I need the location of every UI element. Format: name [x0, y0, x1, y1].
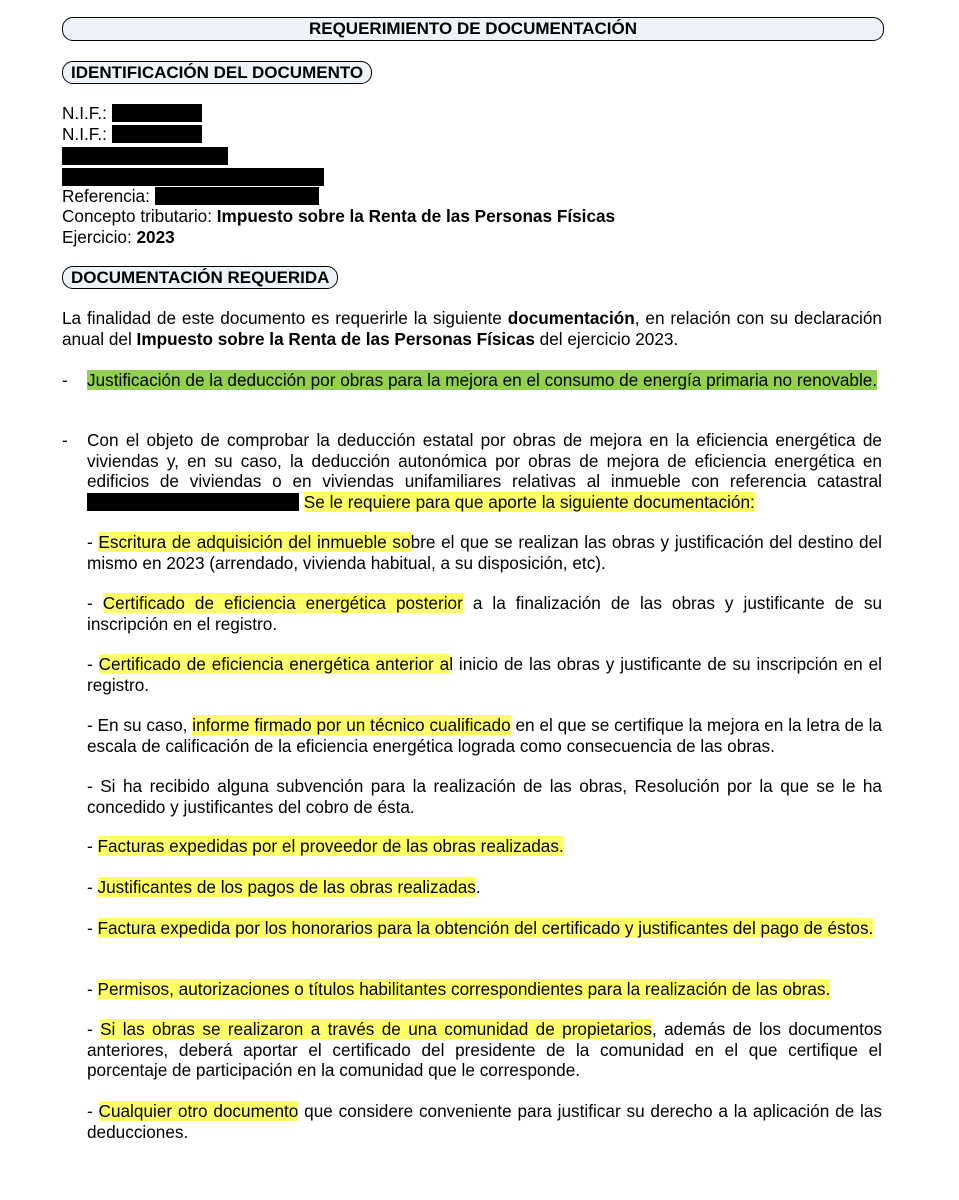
redaction-block — [62, 168, 324, 186]
section-title-identificacion: IDENTIFICACIÓN DEL DOCUMENTO — [62, 61, 372, 84]
redaction-block — [155, 187, 319, 205]
intro-bold-1: documentación — [507, 308, 635, 328]
item-text: a la finalización de las obras y justificante de su inscripción en el registro. — [87, 593, 883, 634]
green-highlight-text: Justificación de la deducción por obras para la mejora en el consumo de energía primaria no renovable. — [87, 370, 878, 390]
list-item — [87, 1019, 882, 1081]
referencia-label: Referencia: — [62, 186, 150, 206]
list-item — [87, 918, 882, 939]
section-title-documentacion: DOCUMENTACIÓN REQUERIDA — [62, 266, 338, 289]
item-prefix: - — [87, 1019, 101, 1039]
item-highlight: Certificado de eficiencia energética posterior — [102, 593, 463, 613]
item-text: que considere conveniente para justificar su derecho a la aplicación de las deducciones. — [87, 1101, 883, 1142]
item-prefix: - — [87, 918, 98, 938]
item-highlight: Facturas expedidas por el proveedor de las obras realizadas. — [97, 836, 564, 856]
nif-label: N.I.F.: — [62, 124, 107, 144]
item-highlight: Escritura de adquisición del inmueble so — [98, 532, 411, 552]
objeto-text: Con el objeto de comprobar la deducción estatal por obras de mejora en la eficiencia energética de viviendas y, en su caso, la deducción autonómica por obras de mejora de eficiencia energética en edificios de viviendas o en viviendas unifamiliares relativas al inmueble con referencia catastral — [87, 430, 882, 491]
bullet-objeto — [87, 430, 882, 512]
intro-text-1: La finalidad de este documento es requerirle la siguiente — [62, 308, 508, 328]
name-line — [62, 146, 228, 167]
ejercicio-label: Ejercicio: — [62, 227, 137, 247]
intro-text-2: , en relación con su declaración anual del — [62, 308, 882, 349]
item-highlight: Factura expedida por los honorarios para la obtención del certificado y justificantes del pago de éstos. — [97, 918, 874, 938]
item-prefix: - — [87, 979, 98, 999]
requirement-highlight: Se le requiere para que aporte la siguiente documentación: — [303, 491, 755, 512]
item-prefix: - — [87, 593, 103, 613]
item-prefix: - — [87, 1101, 99, 1121]
item-highlight: Si las obras se realizaron a través de una comunidad de propietarios — [100, 1019, 652, 1039]
redaction-block — [112, 104, 202, 122]
item-highlight: informe firmado por un técnico cualificado — [192, 715, 511, 735]
item-prefix: - En su caso, — [87, 715, 193, 735]
item-highlight: Permisos, autorizaciones o títulos habilitantes correspondientes para la realización de las obras. — [97, 979, 831, 999]
ejercicio-line — [62, 227, 175, 248]
ejercicio-value: 2023 — [136, 227, 175, 247]
item-prefix: - — [87, 654, 99, 674]
item-highlight: Certificado de eficiencia energética anterior a — [98, 654, 450, 674]
list-item — [87, 776, 882, 817]
redaction-block — [112, 125, 202, 143]
redaction-block — [87, 493, 299, 511]
list-item — [87, 654, 882, 695]
bullet-dash: - — [62, 370, 68, 390]
intro-bold-2: Impuesto sobre la Renta de las Personas Físicas — [136, 328, 535, 349]
nif-line-1 — [62, 103, 202, 124]
list-item — [87, 532, 882, 573]
concepto-label: Concepto tributario: — [62, 206, 217, 226]
nif-line-2 — [62, 124, 202, 145]
list-item — [87, 1101, 882, 1142]
item-text: - Si ha recibido alguna subvención para la realización de las obras, Resolución por la que se le ha concedido y justificantes del cobro de ésta. — [87, 776, 882, 817]
list-item — [87, 979, 882, 1000]
document-title: REQUERIMIENTO DE DOCUMENTACIÓN — [62, 17, 884, 41]
item-highlight: Cualquier otro documento — [98, 1101, 299, 1121]
bullet-dash: - — [62, 430, 68, 450]
list-item — [87, 593, 882, 634]
item-prefix: - — [87, 877, 98, 897]
intro-text-3: del ejercicio 2023. — [534, 328, 679, 349]
item-text: bre el que se realizan las obras y justificación del destino del mismo en 2023 (arrendado, vivienda habitual, a su disposición, etc). — [87, 532, 882, 573]
item-text: en el que se certifique la mejora en la letra de la escala de calificación de la eficiencia energética lograda como consecuencia de las obras. — [87, 715, 882, 756]
address-line — [62, 167, 324, 188]
redaction-block — [62, 147, 228, 165]
list-item — [87, 715, 882, 756]
concepto-value: Impuesto sobre la Renta de las Personas Físicas — [216, 206, 616, 226]
referencia-line — [62, 186, 319, 207]
item-text: l inicio de las obras y justificante de su inscripción en el registro. — [87, 654, 883, 695]
nif-label: N.I.F.: — [62, 103, 107, 123]
item-text: . — [475, 877, 481, 897]
item-prefix: - — [87, 532, 99, 552]
list-item — [87, 877, 882, 898]
item-highlight: Justificantes de los pagos de las obras realizadas — [97, 877, 476, 897]
intro-paragraph — [62, 308, 882, 349]
item-text: , además de los documentos anteriores, deberá aportar el certificado del presidente de la comunidad en el que certifique el porcentaje de participación en la comunidad que le corresponde. — [87, 1019, 882, 1080]
item-prefix: - — [87, 836, 98, 856]
list-item — [87, 836, 882, 857]
bullet-justificacion — [87, 370, 882, 391]
concepto-line — [62, 206, 615, 227]
